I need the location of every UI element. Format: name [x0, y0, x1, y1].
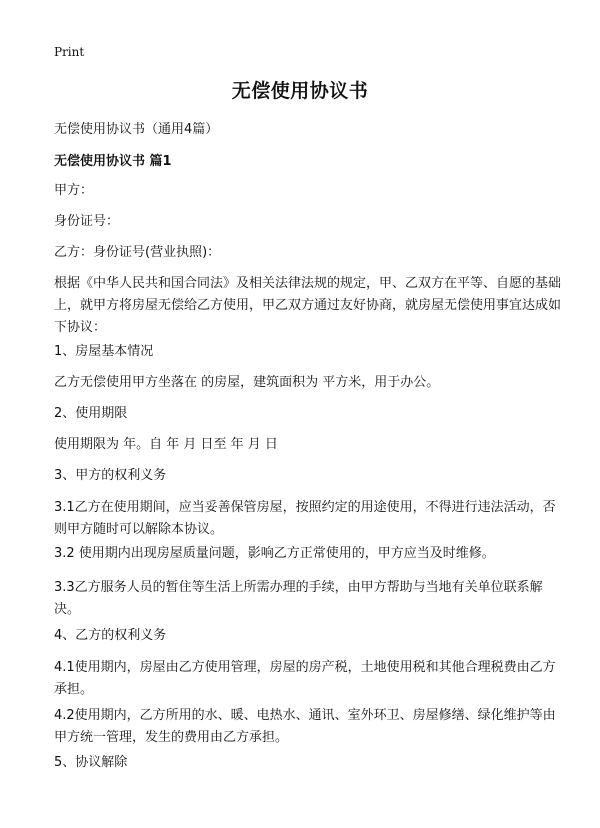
id-number-line: 身份证号：	[54, 214, 120, 229]
section-2-text: 使用期限为 年。自 年 月 日至 年 月 日	[54, 437, 278, 452]
print-label: Print	[54, 45, 85, 59]
document-subtitle: 无偿使用协议书（通用4篇）	[54, 122, 219, 137]
section-3-3: 3.3乙方服务人员的暂住等生活上所需办理的手续，由甲方帮助与当地有关单位联系解决。	[54, 580, 543, 617]
document-title: 无偿使用协议书	[231, 80, 369, 102]
section-4-heading: 4、乙方的权利义务	[54, 628, 167, 643]
party-a-line: 甲方：	[54, 183, 94, 198]
section-1-heading: 1、房屋基本情况	[54, 344, 154, 359]
section-4-2: 4.2使用期内，乙方所用的水、暖、电热水、通讯、室外环卫、房屋修缮、绿化维护等由甲方统一管理，发生的费用由乙方承担。	[54, 708, 556, 745]
section-5-heading: 5、协议解除	[54, 755, 128, 770]
intro-paragraph: 根据《中华人民共和国合同法》及相关法律法规的规定，甲、乙双方在平等、自愿的基础上，就甲方将房屋无偿给乙方使用，甲乙双方通过友好协商，就房屋无偿使用事宜达成如下协议：	[54, 276, 562, 335]
party-b-line: 乙方：身份证号(营业执照)：	[54, 245, 221, 260]
section-1-text: 乙方无偿使用甲方坐落在 的房屋，建筑面积为 平方米，用于办公。	[54, 375, 440, 390]
section-3-2: 3.2 使用期内出现房屋质量问题，影响乙方正常使用的，甲方应当及时维修。	[54, 546, 495, 561]
section-3-heading: 3、甲方的权利义务	[54, 468, 167, 483]
section-2-heading: 2、使用期限	[54, 406, 128, 421]
section-3-1: 3.1乙方在使用期间，应当妥善保管房屋，按照约定的用途使用，不得进行违法活动，否则甲方随时可以解除本协议。	[54, 500, 556, 537]
section-heading: 无偿使用协议书 篇1	[54, 154, 172, 169]
section-4-1: 4.1使用期内，房屋由乙方使用管理，房屋的房产税，土地使用税和其他合理税费由乙方承担。	[54, 660, 556, 697]
